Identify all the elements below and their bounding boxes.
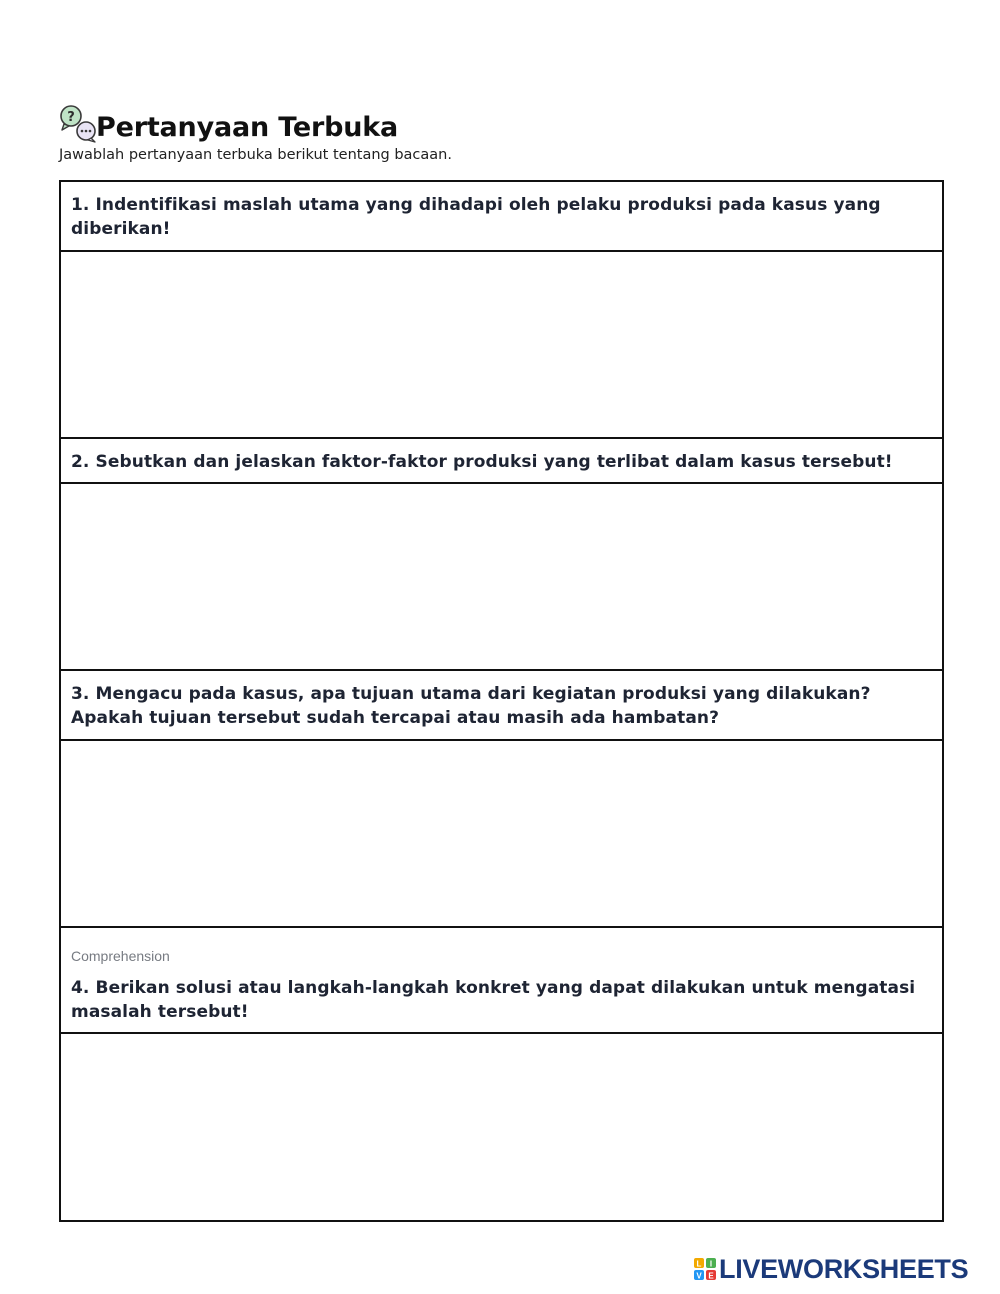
answer-box-2[interactable] bbox=[61, 484, 942, 671]
question-chat-icon bbox=[58, 104, 98, 144]
question-tag: Comprehension bbox=[71, 948, 170, 964]
liveworksheets-logo-icon bbox=[693, 1257, 717, 1281]
logo-letter: E bbox=[708, 1271, 714, 1281]
logo-letter: V bbox=[696, 1271, 702, 1281]
question-text: 4. Berikan solusi atau langkah-langkah konkret yang dapat dilakukan untuk mengatasi masalah tersebut! bbox=[71, 978, 916, 1022]
page-subtitle: Jawablah pertanyaan terbuka berikut tentang bacaan. bbox=[59, 147, 452, 163]
page-title: Pertanyaan Terbuka bbox=[96, 112, 399, 143]
brand-name: LIVEWORKSHEETS bbox=[719, 1253, 969, 1284]
question-2 bbox=[61, 439, 942, 484]
answer-box-1[interactable] bbox=[61, 252, 942, 439]
question-table bbox=[59, 180, 944, 1222]
liveworksheets-brand bbox=[693, 1254, 968, 1284]
question-text: 2. Sebutkan dan jelaskan faktor-faktor produksi yang terlibat dalam kasus tersebut! bbox=[71, 452, 893, 472]
question-1 bbox=[61, 182, 942, 252]
logo-letter: L bbox=[696, 1259, 702, 1269]
logo-letter: I bbox=[709, 1259, 713, 1269]
question-3 bbox=[61, 671, 942, 741]
title-row bbox=[58, 100, 944, 144]
question-text: 3. Mengacu pada kasus, apa tujuan utama dari kegiatan produksi yang dilakukan? Apakah tujuan tersebut sudah tercapai atau masih ada hambatan? bbox=[71, 684, 871, 728]
answer-box-4[interactable] bbox=[61, 1034, 942, 1220]
answer-box-3[interactable] bbox=[61, 741, 942, 928]
worksheet-header bbox=[58, 100, 944, 163]
svg-text:?: ? bbox=[67, 110, 75, 125]
question-4 bbox=[61, 928, 942, 1034]
question-text: 1. Indentifikasi maslah utama yang dihadapi oleh pelaku produksi pada kasus yang diberikan! bbox=[71, 195, 881, 239]
